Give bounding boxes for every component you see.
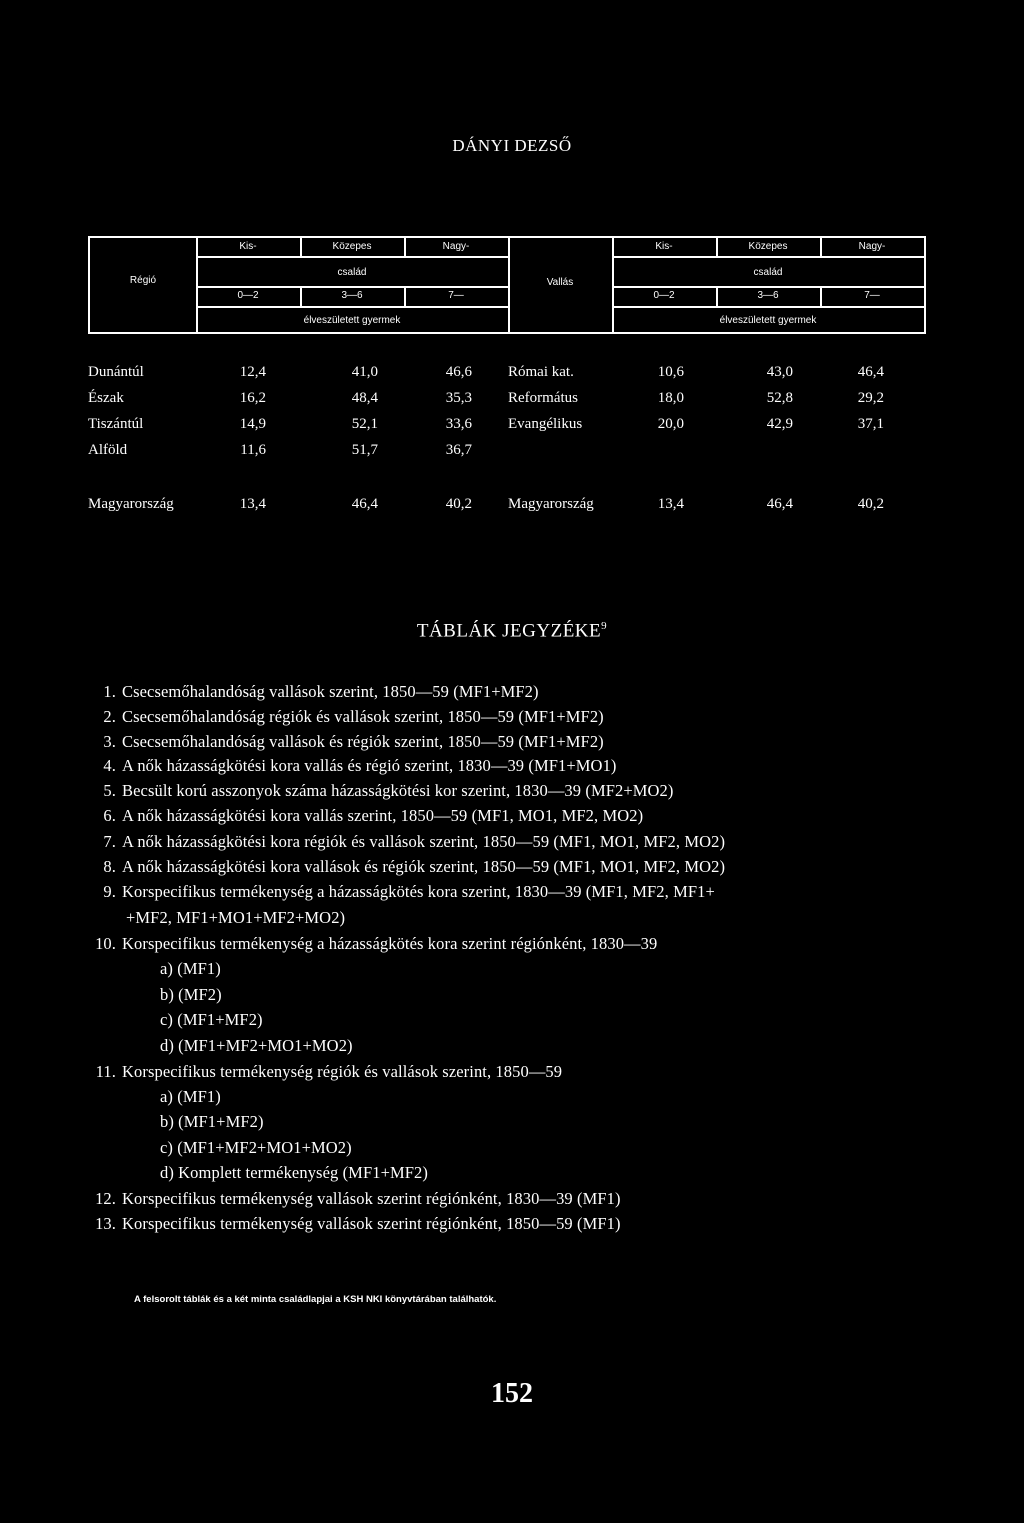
range-label: 7— bbox=[448, 290, 464, 301]
list-item bbox=[103, 832, 726, 852]
list-item bbox=[103, 682, 539, 702]
list-item-number: 13. bbox=[95, 1214, 116, 1233]
list-item bbox=[103, 732, 604, 752]
list-item-number: 3. bbox=[103, 732, 116, 751]
col-header-region: Régió bbox=[129, 275, 157, 286]
list-item-text: Korspecifikus termékenység vallások szerint régiónként, 1830—39 (MF1) bbox=[122, 1189, 621, 1208]
list-item bbox=[160, 1112, 264, 1132]
table-row: Észak 16,2 48,4 35,3 Református 18,0 52,8 29,2 bbox=[88, 390, 884, 406]
list-item-text: Korspecifikus termékenység régiók és vallások szerint, 1850—59 bbox=[122, 1062, 563, 1081]
list-item-text: Korspecifikus termékenység vallások szerint régiónként, 1850—59 (MF1) bbox=[122, 1214, 621, 1233]
list-item-text: a) (MF1) bbox=[160, 959, 221, 978]
list-item bbox=[103, 857, 726, 877]
list-item-number: 10. bbox=[95, 934, 116, 953]
list-item-text: d) Komplett termékenység (MF1+MF2) bbox=[160, 1163, 428, 1182]
list-item-number: 7. bbox=[103, 832, 116, 851]
list-item-number: 4. bbox=[103, 756, 116, 775]
list-item-text: Korspecifikus termékenység a házasságkötés kora szerint, 1830—39 (MF1, MF2, MF1+ bbox=[122, 882, 715, 901]
list-item bbox=[160, 985, 222, 1005]
list-item-text: A nők házasságkötési kora vallás és régió szerint, 1830—39 (MF1+MO1) bbox=[122, 756, 617, 775]
list-item bbox=[160, 1010, 263, 1030]
page-number: 152 bbox=[491, 1378, 533, 1409]
size-label: Közepes bbox=[332, 241, 372, 252]
list-item bbox=[95, 934, 658, 954]
list-item-text: c) (MF1+MF2) bbox=[160, 1010, 263, 1029]
table-row: Tiszántúl 14,9 52,1 33,6 Evangélikus 20,0 42,9 37,1 bbox=[88, 416, 884, 432]
list-item-text: b) (MF1+MF2) bbox=[160, 1112, 264, 1131]
table-row: Dunántúl 12,4 41,0 46,6 Római kat. 10,6 43,0 46,4 bbox=[88, 364, 884, 380]
list-item bbox=[103, 756, 617, 776]
list-item-text: d) (MF1+MF2+MO1+MO2) bbox=[160, 1036, 353, 1055]
list-item-text: A nők házasságkötési kora régiók és vallások szerint, 1850—59 (MF1, MO1, MF2, MO2) bbox=[122, 832, 726, 851]
family-label: család bbox=[753, 267, 783, 278]
children-label: élveszületett gyermek bbox=[303, 315, 401, 326]
list-item bbox=[160, 1163, 428, 1183]
col-header-religion: Vallás bbox=[546, 277, 574, 288]
list-item bbox=[160, 1036, 353, 1056]
table-row-total: Magyarország 13,4 46,4 40,2 Magyarország 13,4 46,4 40,2 bbox=[88, 496, 884, 512]
list-item-text: Korspecifikus termékenység a házasságkötés kora szerint régiónként, 1830—39 bbox=[122, 934, 658, 953]
list-item bbox=[103, 882, 715, 902]
list-item bbox=[160, 1087, 221, 1107]
size-label: Nagy- bbox=[858, 241, 886, 252]
list-item bbox=[160, 1138, 352, 1158]
list-item-number: 5. bbox=[103, 781, 116, 800]
list-item-number: 12. bbox=[95, 1189, 116, 1208]
list-item-text: A nők házasságkötési kora vallás szerint, 1850—59 (MF1, MO1, MF2, MO2) bbox=[122, 806, 644, 825]
list-item-text: b) (MF2) bbox=[160, 985, 222, 1004]
footnote: A felsorolt táblák és a két minta családlapjai a KSH NKI könyvtárában találhatók. bbox=[134, 1294, 497, 1305]
list-item bbox=[95, 1062, 563, 1082]
list-item-text: A nők házasságkötési kora vallások és régiók szerint, 1850—59 (MF1, MO1, MF2, MO2) bbox=[122, 857, 726, 876]
list-item-number: 1. bbox=[103, 682, 116, 701]
list-title: TÁBLÁK JEGYZÉKE$^9$ bbox=[416, 620, 608, 642]
list-item-text: +MF2, MF1+MO1+MF2+MO2) bbox=[126, 908, 346, 927]
range-label: 7— bbox=[864, 290, 880, 301]
list-item bbox=[160, 959, 221, 979]
range-label: 3—6 bbox=[757, 290, 779, 301]
table-row: Alföld 11,6 51,7 36,7 bbox=[88, 442, 472, 458]
children-label: élveszületett gyermek bbox=[719, 315, 817, 326]
size-label: Kis- bbox=[655, 241, 673, 252]
list-item-number: 2. bbox=[103, 707, 116, 726]
table-header bbox=[88, 236, 926, 334]
list-item bbox=[103, 707, 604, 727]
list-item-text: a) (MF1) bbox=[160, 1087, 221, 1106]
range-label: 3—6 bbox=[341, 290, 363, 301]
range-label: 0—2 bbox=[653, 290, 675, 301]
range-label: 0—2 bbox=[237, 290, 259, 301]
size-label: Közepes bbox=[748, 241, 788, 252]
list-item bbox=[126, 908, 345, 928]
size-label: Kis- bbox=[239, 241, 257, 252]
list-item-text: Becsült korú asszonyok száma házasságkötési kor szerint, 1830—39 (MF2+MO2) bbox=[122, 781, 674, 800]
list-item-text: Csecsemőhalandóság vallások szerint, 1850—59 (MF1+MF2) bbox=[122, 682, 539, 701]
list-item bbox=[103, 806, 644, 826]
list-item bbox=[95, 1189, 621, 1209]
list-item-number: 11. bbox=[95, 1062, 116, 1081]
list-item-text: Csecsemőhalandóság vallások és régiók szerint, 1850—59 (MF1+MF2) bbox=[122, 732, 604, 751]
list-item-number: 6. bbox=[103, 806, 116, 825]
list-item bbox=[103, 781, 674, 801]
list-item bbox=[95, 1214, 621, 1234]
author-heading: DÁNYI DEZSŐ bbox=[452, 136, 572, 155]
list-item-number: 9. bbox=[103, 882, 116, 901]
list-item-text: c) (MF1+MF2+MO1+MO2) bbox=[160, 1138, 352, 1157]
size-label: Nagy- bbox=[442, 241, 470, 252]
list-item-number: 8. bbox=[103, 857, 116, 876]
family-label: család bbox=[337, 267, 367, 278]
list-item-text: Csecsemőhalandóság régiók és vallások szerint, 1850—59 (MF1+MF2) bbox=[122, 707, 604, 726]
